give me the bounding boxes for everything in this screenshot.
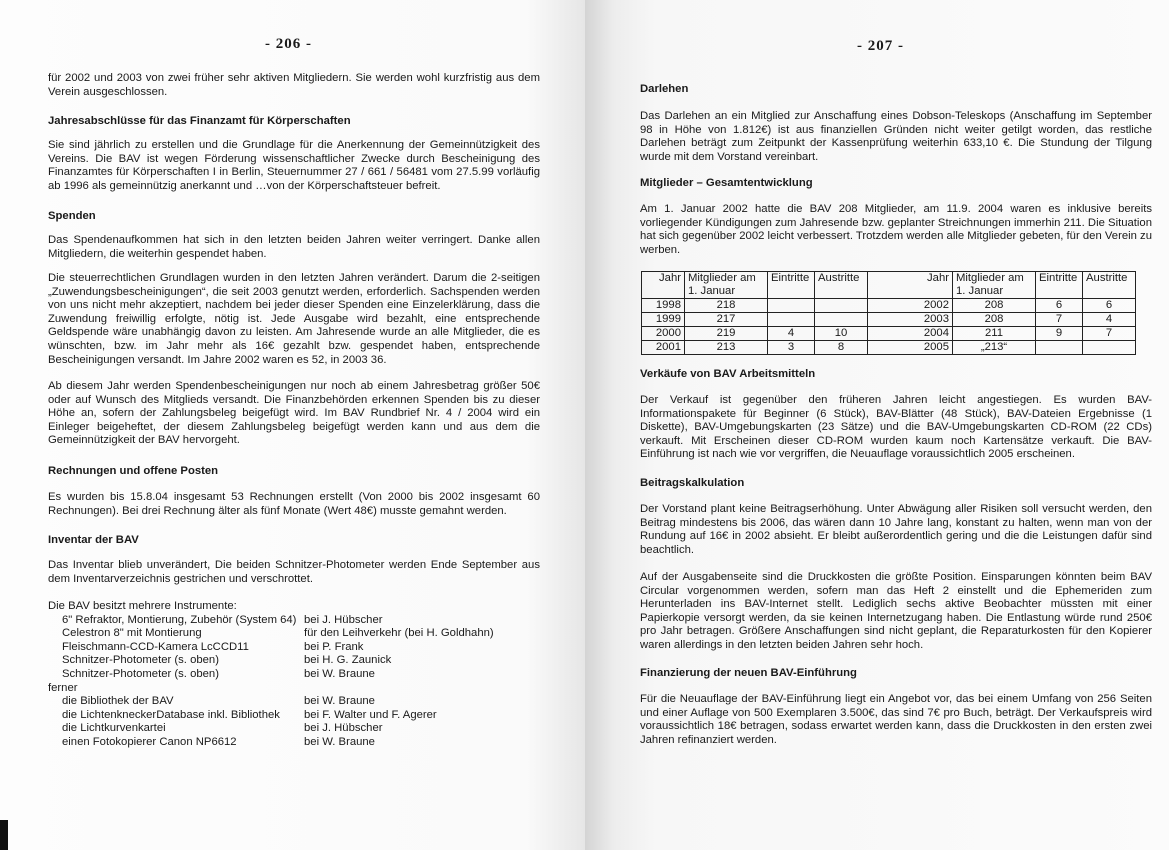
- table-cell: 219: [685, 327, 768, 341]
- list-item: [48, 722, 548, 736]
- table-cell: 213: [685, 341, 768, 355]
- section-heading: Mitglieder – Gesamtentwicklung: [640, 177, 813, 189]
- table-cell: „213“: [953, 341, 1036, 355]
- column-header: Mitglieder am 1. Januar: [685, 272, 768, 299]
- paragraph: Das Inventar blieb unverändert, Die beiden Schnitzer-Photometer werden Ende September aus dem Inventarverzeichnis gestrichen und verschrottet.: [48, 559, 540, 585]
- table-cell: 4: [768, 327, 815, 341]
- instrument-location: bei W. Braune: [304, 735, 375, 748]
- column-header: Eintritte: [768, 272, 815, 299]
- section-heading: Verkäufe von BAV Arbeitsmitteln: [640, 368, 816, 380]
- list-item: [48, 614, 548, 628]
- list-item: [48, 627, 548, 641]
- instrument-name: 6" Refraktor, Montierung, Zubehör (System 64): [62, 613, 297, 626]
- list-item: [48, 654, 548, 668]
- table-cell: [815, 313, 868, 327]
- table-cell: 208: [953, 313, 1036, 327]
- members-table: [641, 271, 1136, 355]
- page-number: - 207 -: [857, 38, 904, 54]
- column-header: Mitglieder am 1. Januar: [953, 272, 1036, 299]
- paragraph: Es wurden bis 15.8.04 insgesamt 53 Rechnungen erstellt (Von 2000 bis 2002 insgesamt 60 Rechnungen). Bei drei Rechnung älter als fünf Monate (Wert 48€) musste gemahnt werden.: [48, 491, 540, 517]
- instrument-name: Fleischmann-CCD-Kamera LcCCD11: [62, 640, 249, 653]
- table-row: [642, 341, 1136, 355]
- section-heading: Spenden: [48, 210, 96, 222]
- paragraph: Die steuerrechtlichen Grundlagen wurden in den letzten Jahren verändert. Darum die 2-seitigen „Zuwendungsbescheinigungen“, die seit 2003 genutzt werden, erforderlich. Sachspenden werden von uns nicht mehr akzeptiert, nachdem bei jeder dieser Spenden eine Einzelerklärung, dass die Zuwendung freiwillig erfolgte, nötig ist. Jede Ausgabe wird bezahlt, eine entsprechende Geldspende wäre unabhängig davon zu leisten. Am Jahresende wurde an alle Mitglieder, die es wünschten, bzw. im Jahr mehr als 16€ gezahlt bzw. gespendet haben, entsprechende Bescheinigungen versandt. Im Jahre 2002 waren es 52, in 2003 36.: [48, 272, 540, 366]
- table-cell: [1036, 341, 1083, 355]
- table-cell: [768, 299, 815, 313]
- paragraph: Ab diesem Jahr werden Spendenbescheinigungen nur noch ab einem Jahresbetrag größer 50€ oder auf Wunsch des Mitglieds versandt. Die Finanzbehörden erkennen Spenden bis zu dieser Höhe an, sofern der Zahlungsbeleg beigefügt wird. Im BAV Rundbrief Nr. 4 / 2004 wird ein Einleger beigeheftet, der diesem Zahlungsbeleg beigefügt werden kann und aus dem die Gemeinnützigkeit der BAV hervorgeht.: [48, 380, 540, 447]
- instrument-name: Celestron 8" mit Montierung: [62, 627, 202, 640]
- section-heading: Darlehen: [640, 83, 689, 95]
- table-cell: 2003: [868, 313, 953, 327]
- instrument-name: die LichtenkneckerDatabase inkl. Bibliothek: [62, 708, 280, 721]
- scan-edge: [0, 820, 8, 850]
- instrument-name: die Lichtkurvenkartei: [62, 722, 166, 735]
- section-heading: Inventar der BAV: [48, 534, 139, 546]
- page-number: - 206 -: [265, 36, 312, 52]
- instrument-location: bei H. G. Zaunick: [304, 654, 392, 667]
- column-header: Austritte: [1083, 272, 1136, 299]
- paragraph: Der Vorstand plant keine Beitragserhöhung. Unter Abwägung aller Risiken soll versucht werden, den Beitrag mindestens bis 2006, das wären dann 10 Jahre lang, konstant zu halten, wenn man von der Rundung auf 16€ in 2002 absieht. Er bleibt außerordentlich gering und die die Leistungen dafür sind beachtlich.: [640, 503, 1152, 556]
- table-cell: 2005: [868, 341, 953, 355]
- table-cell: [768, 313, 815, 327]
- table-cell: 6: [1083, 299, 1136, 313]
- table-cell: 211: [953, 327, 1036, 341]
- table-row: [642, 327, 1136, 341]
- paragraph: Für die Neuauflage der BAV-Einführung liegt ein Angebot vor, das bei einem Umfang von 256 Seiten und einer Auflage von 500 Exemplaren 3.500€, das sind 7€ pro Buch, beträgt. Der Verkaufspreis wird voraussichtlich 18€ betragen, sodass erwartet werden kann, dass die Druckkosten in den ersten zwei Jahren refinanziert werden.: [640, 693, 1152, 746]
- instrument-location: für den Leihverkehr (bei H. Goldhahn): [304, 627, 494, 640]
- instrument-intro: Die BAV besitzt mehrere Instrumente:: [48, 600, 237, 612]
- table-cell: 9: [1036, 327, 1083, 341]
- section-heading: Finanzierung der neuen BAV-Einführung: [640, 667, 857, 679]
- table-cell: 10: [815, 327, 868, 341]
- intro-paragraph: für 2002 und 2003 von zwei früher sehr aktiven Mitgliedern. Sie werden wohl kurzfristig aus dem Verein ausgeschlossen.: [48, 72, 540, 98]
- instrument-list: [48, 600, 548, 750]
- table-row: [642, 299, 1136, 313]
- right-page: [585, 0, 1169, 850]
- table-cell: 217: [685, 313, 768, 327]
- paragraph: Am 1. Januar 2002 hatte die BAV 208 Mitglieder, am 11.9. 2004 waren es inklusive bereits vorliegender Kündigungen zum Jahresende bzw. geplanter Streichnungen immerhin 211. Die Situation hat sich gegenüber 2002 leicht verbessert. Trotzdem werden alle Mitglieder gebeten, für den Verein zu werben.: [640, 203, 1152, 256]
- table-header-row: [642, 272, 1136, 299]
- table-cell: 1998: [642, 299, 685, 313]
- instrument-name: Schnitzer-Photometer (s. oben): [62, 654, 219, 667]
- instrument-location: bei J. Hübscher: [304, 613, 383, 626]
- table-cell: 4: [1083, 313, 1136, 327]
- column-header: Austritte: [815, 272, 868, 299]
- instrument-location: bei W. Braune: [304, 695, 375, 708]
- instrument-name: Schnitzer-Photometer (s. oben): [62, 667, 219, 680]
- table-cell: [1083, 341, 1136, 355]
- table-cell: 2000: [642, 327, 685, 341]
- column-header: Jahr: [868, 272, 953, 299]
- section-heading: Rechnungen und offene Posten: [48, 465, 219, 477]
- table-cell: 6: [1036, 299, 1083, 313]
- instrument-location: bei J. Hübscher: [304, 722, 383, 735]
- column-header: Jahr: [642, 272, 685, 299]
- table-cell: 8: [815, 341, 868, 355]
- instrument-location: bei W. Braune: [304, 667, 375, 680]
- list-item: [48, 695, 548, 709]
- section-heading: Jahresabschlüsse für das Finanzamt für Körperschaften: [48, 115, 351, 127]
- ferner-label: ferner: [48, 681, 78, 694]
- table-cell: 2004: [868, 327, 953, 341]
- table-cell: 3: [768, 341, 815, 355]
- list-item: [48, 668, 548, 682]
- instrument-name: einen Fotokopierer Canon NP6612: [62, 735, 237, 748]
- list-item: [48, 641, 548, 655]
- table-cell: [815, 299, 868, 313]
- instrument-name: die Bibliothek der BAV: [62, 695, 174, 708]
- list-item: [48, 736, 548, 750]
- table-cell: 208: [953, 299, 1036, 313]
- paragraph: Das Darlehen an ein Mitglied zur Anschaffung eines Dobson-Teleskops (Anschaffung im September 98 in Höhe von 1.812€) ist aus finanziellen Gründen nicht weiter getilgt worden, das restliche Darlehen beträgt zum Zeitpunkt der Kassenprüfung weiterhin 633,10 €. Die Stundung der Tilgung wurde mit dem Vorstand vereinbart.: [640, 110, 1152, 163]
- table-cell: 7: [1083, 327, 1136, 341]
- paragraph: Auf der Ausgabenseite sind die Druckkosten die größte Position. Einsparungen könnten beim BAV Circular vorgenommen werden, sofern man das Heft 2 einstellt und die Ephemeriden zum Herunterladen ins BAV-Internet stellt. Lediglich sechs aktive Beobachter müssten mit einer Papierkopie versorgt werden, da sie keinen Internetzugang haben. Die Entlastung würde rund 250€ pro Jahr betragen. Größere Anschaffungen sind nicht geplant, die Reparaturkosten für den Kopierer waren allerdings in den letzten beiden Jahren sehr hoch.: [640, 571, 1152, 651]
- table-cell: 2001: [642, 341, 685, 355]
- section-heading: Beitragskalkulation: [640, 477, 745, 489]
- table-cell: 218: [685, 299, 768, 313]
- paragraph: Sie sind jährlich zu erstellen und die Grundlage für die Anerkennung der Gemeinnützigkeit des Vereins. Die BAV ist wegen Förderung wissenschaftlicher Zwecke durch Bescheinigung des Finanzamtes für Körperschaften I in Berlin, Steuernummer 27 / 661 / 56481 vom 27.5.99 vorläufig ab 1996 als gemeinnützig anerkannt und …von der Körperschaftsteuer befreit.: [48, 139, 540, 192]
- table-row: [642, 313, 1136, 327]
- column-header: Eintritte: [1036, 272, 1083, 299]
- table-cell: 7: [1036, 313, 1083, 327]
- paragraph: Der Verkauf ist gegenüber den früheren Jahren leicht angestiegen. Es wurden BAV-Informationspakete für Beginner (6 Stück), BAV-Blätter (48 Stück), BAV-Dateien Ergebnisse (1 Diskette), BAV-Umgebungskarten (23 Sätze) und die BAV-Umgebungskarten CD-ROM (22 CDs) verkauft. Mit Erscheinen dieser CD-ROM wurden kaum noch Kartensätze verkauft. Die BAV-Einführung ist nach wie vor vergriffen, die Neuauflage voraussichtlich 2005 erscheinen.: [640, 394, 1152, 461]
- paragraph: Das Spendenaufkommen hat sich in den letzten beiden Jahren weiter verringert. Danke allen Mitgliedern, die weiterhin gespendet haben.: [48, 234, 540, 260]
- table-cell: 1999: [642, 313, 685, 327]
- instrument-location: bei F. Walter und F. Agerer: [304, 708, 437, 721]
- instrument-location: bei P. Frank: [304, 640, 364, 653]
- table-cell: 2002: [868, 299, 953, 313]
- list-item: [48, 709, 548, 723]
